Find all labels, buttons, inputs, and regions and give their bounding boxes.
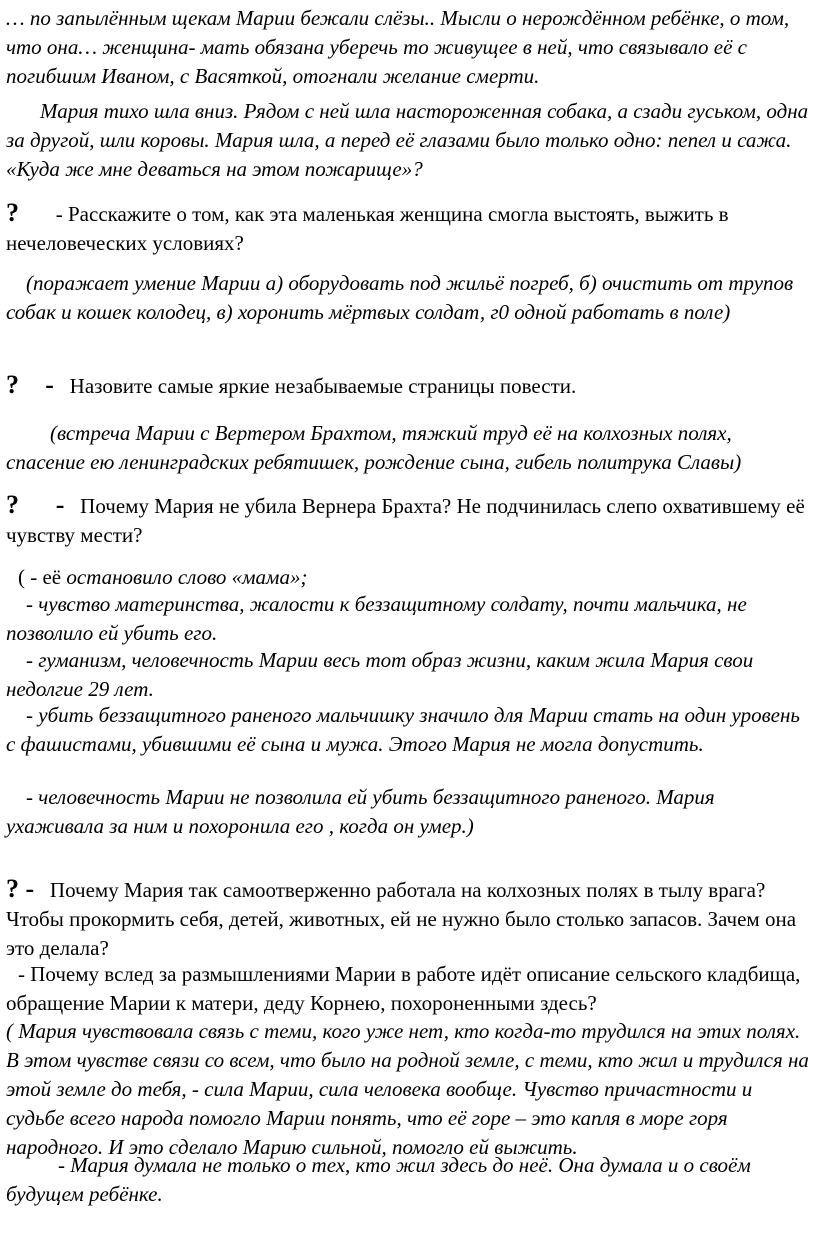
question-mark-2: ? <box>6 370 19 399</box>
answer-3-line-4: - убить беззащитного раненого мальчишку значило для Марии стать на один уровень с фашистами, убившими её сына и мужа. Этого Мария не могла допустить. <box>6 703 800 756</box>
answer-2: (встреча Марии с Вертером Брахтом, тяжкий труд её на колхозных полях, спасение ею ленинградских ребятишек, рождение сына, гибель политрука Славы) <box>6 421 742 474</box>
paragraph-intro: … по запылённым щекам Марии бежали слёзы.. Мысли о нерождённом ребёнке, о том, что она… женщина- мать обязана уберечь то живущее в ней, что связывало её с погибшим Иваном, с Васяткой, отогнали желание смерти. <box>6 6 790 88</box>
answer-3-line-2: - чувство материнства, жалости к беззащитному солдату, почти мальчика, не позволило ей убить его. <box>6 592 747 645</box>
answer-3-start-text: ( - её <box>18 565 62 589</box>
question-4 <box>6 874 810 963</box>
answer-3-start-italic: остановило слово «мама»; <box>66 565 308 589</box>
question-4-text: Почему Мария так самоотверженно работала на колхозных полях в тылу врага? Чтобы прокормить себя, детей, животных, ей не нужно было столько запасов. Зачем она это делала? <box>6 878 797 960</box>
question-1 <box>6 198 810 258</box>
answer-6: - Мария думала не только о тех, кто жил здесь до неё. Она думала и о своём будущем ребёнке. <box>6 1153 751 1206</box>
question-mark-4: ? - <box>6 874 35 903</box>
answer-1: (поражает умение Марии а) оборудовать под жильё погреб, б) очистить от трупов собак и кошек колодец, в) хоронить мёртвых солдат, г0 одной работать в поле) <box>6 271 794 324</box>
question-5: - Почему вслед за размышлениями Марии в работе идёт описание сельского кладбища, обращение Марии к матери, деду Корнею, похороненными здесь? <box>6 962 801 1015</box>
question-3-dash: - <box>55 490 65 519</box>
answer-3-start <box>6 563 810 592</box>
answer-3-line-3: - гуманизм, человечность Марии весь тот образ жизни, каким жила Мария свои недолгие 29 лет. <box>6 648 754 701</box>
question-mark-3: ? <box>6 490 19 519</box>
question-3-text: Почему Мария не убила Вернера Брахта? Не подчинилась слепо охватившему её чувству мести? <box>6 494 805 547</box>
question-2-text: Назовите самые яркие незабываемые страницы повести. <box>69 374 577 398</box>
answer-3-line-5: - человечность Марии не позволила ей убить беззащитного раненого. Мария ухаживала за ним и похоронила его , когда он умер.) <box>6 785 715 838</box>
question-2 <box>6 370 810 401</box>
question-mark-1: ? <box>6 198 19 227</box>
question-1-text: - Расскажите о том, как эта маленькая женщина смогла выстоять, выжить в нечеловеческих условиях? <box>6 202 729 255</box>
question-2-dash: - <box>45 370 54 399</box>
answer-5: ( Мария чувствовала связь с теми, кого уже нет, кто когда-то трудился на этих полях. В этом чувстве связи со всем, что было на родной земле, с теми, кто жил и трудился на этой земле до тебя, - сила Марии, сила человека вообще. Чувство причастности и судьбе всего народа помогло Марии понять, что её горе – это капля в море горя народного. И это сделало Марию сильной, помогло ей выжить. <box>6 1019 809 1159</box>
question-3 <box>6 490 810 550</box>
paragraph-maria-walking: Мария тихо шла вниз. Рядом с ней шла настороженная собака, а сзади гуськом, одна за другой, шли коровы. Мария шла, а перед её глазами было только одно: пепел и сажа. «Куда же мне деваться на этом пожарище»? <box>6 99 809 181</box>
